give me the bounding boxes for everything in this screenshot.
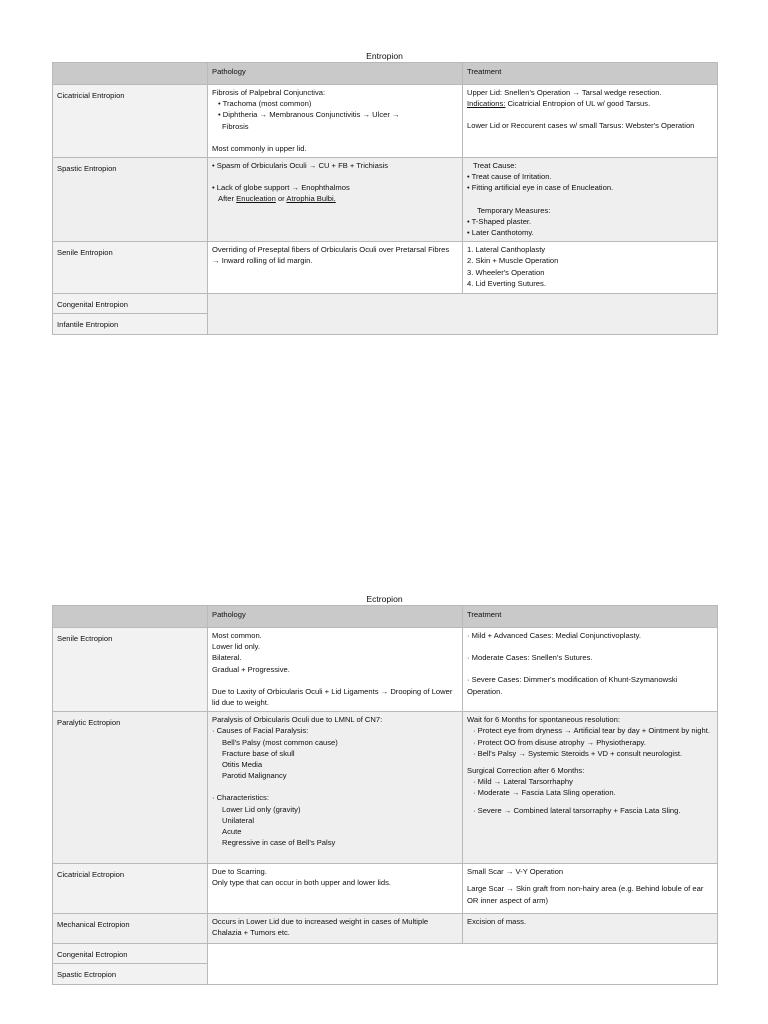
cell-text: Treat Cause:: [473, 161, 517, 171]
cell-text: · Severe Cases: Dimmer's modification of Khunt-Szymanowski Operation.: [467, 675, 678, 696]
cell-text: Regressive in case of Bell's Palsy: [222, 838, 336, 848]
pathology-cell: [208, 628, 463, 712]
condition-header: [53, 63, 208, 85]
cell-text: · Severe → Combined lateral tarsorraphy + Fascia Lata Sling.: [473, 805, 681, 815]
table-row: [53, 864, 718, 914]
cell-text: Most common.: [212, 631, 262, 640]
empty-cell: [208, 944, 718, 984]
cell-text: Upper Lid: Snellen's Operation → Tarsal wedge resection.: [467, 88, 662, 97]
entropion-header-row: [53, 63, 718, 85]
cell-text: Bell's Palsy (most common cause): [222, 737, 338, 747]
cell-text: Lower Lid only (gravity): [222, 804, 301, 814]
cell-text: • Later Canthotomy.: [467, 228, 534, 238]
cell-text: Parotid Malignancy: [222, 771, 287, 781]
table-row: [53, 242, 718, 294]
pathology-cell: [208, 158, 463, 242]
pathology-cell: [208, 914, 463, 944]
treatment-cell: [463, 914, 718, 944]
cell-text: Bilateral.: [212, 653, 242, 663]
ectropion-header-row: [53, 606, 718, 628]
row-label: Cicatricial Entropion: [53, 85, 208, 158]
atrophia-bulbi-link: Atrophia Bulbi.: [286, 194, 336, 204]
cell-text: • Spasm of Orbicularis Oculi → CU + FB + Trichiasis: [212, 161, 389, 171]
treatment-cell: [463, 864, 718, 914]
treatment-cell: [463, 628, 718, 712]
cell-text: · Causes of Facial Paralysis:: [212, 726, 309, 736]
row-label: Infantile Entropion: [53, 314, 208, 334]
row-label: Mechanical Ectropion: [53, 914, 208, 944]
cell-text: Lower lid only.: [212, 642, 260, 652]
cell-text: • Trachoma (most common): [218, 99, 312, 109]
pathology-cell: [208, 85, 463, 158]
cell-text: • T-Shaped plaster.: [467, 216, 532, 226]
cell-text: Only type that can occur in both upper and lower lids.: [212, 878, 391, 888]
treatment-header: Treatment: [463, 63, 718, 85]
cell-text: · Mild + Advanced Cases: Medial Conjunctivoplasty.: [467, 631, 641, 640]
cell-text: Due to Laxity of Orbicularis Oculi + Lid Ligaments → Drooping of Lower lid due to weight.: [212, 686, 453, 708]
entropion-title: Entropion: [366, 51, 403, 61]
cell-text: Excision of mass.: [467, 917, 527, 927]
entropion-table: [52, 62, 718, 335]
cell-text: Small Scar → V-Y Operation: [467, 867, 564, 877]
pathology-header: Pathology: [208, 606, 463, 628]
cell-text: Large Scar → Skin graft from non-hairy area (e.g. Behind lobule of ear OR inner aspect of arm): [467, 884, 704, 905]
indications-label: Indications:: [467, 99, 506, 109]
cell-text: Overriding of Preseptal fibers of Orbicularis Oculi over Pretarsal Fibres → Inward rolling of lid margin.: [212, 245, 450, 266]
table-row: [53, 712, 718, 864]
cell-text: · Protect eye from dryness → Artificial tear by day + Ointment by night.: [473, 726, 710, 736]
row-label: Paralytic Ectropion: [53, 712, 208, 864]
cell-text: Occurs in Lower Lid due to increased weight in cases of Multiple Chalazia + Tumors etc.: [212, 917, 429, 938]
row-label: Spastic Entropion: [53, 158, 208, 242]
cell-text: Most commonly in upper lid.: [212, 143, 307, 153]
table-row: [53, 944, 718, 964]
cell-text: Cicatricial Entropion of UL w/ good Tarsus.: [505, 99, 651, 109]
cell-text: 4. Lid Everting Sutures.: [467, 278, 546, 288]
condition-header: [53, 606, 208, 628]
enucleation-link: Enucleation: [236, 194, 276, 204]
row-label: Congenital Ectropion: [53, 944, 208, 964]
row-label: Senile Entropion: [53, 242, 208, 294]
cell-text: Paralysis of Orbicularis Oculi due to LMNL of CN7:: [212, 715, 383, 725]
cell-text: Temporary Measures:: [477, 205, 551, 215]
table-row: [53, 628, 718, 712]
cell-text: • Lack of globe support → Enophthalmos: [212, 183, 350, 193]
cell-text: · Moderate → Fascia Lata Sling operation.: [473, 788, 616, 798]
cell-text: Wait for 6 Months for spontaneous resolution:: [467, 715, 620, 725]
table-row: [53, 914, 718, 944]
cell-text: Unilateral: [222, 815, 255, 825]
ectropion-title: Ectropion: [366, 594, 403, 604]
pathology-cell: [208, 864, 463, 914]
row-label: Congenital Entropion: [53, 294, 208, 314]
cell-text: Fibrosis of Palpebral Conjunctiva:: [212, 88, 326, 97]
row-label: Cicatricial Ectropion: [53, 864, 208, 914]
cell-text: · Characteristics:: [212, 793, 269, 803]
cell-text: · Moderate Cases: Snellen's Sutures.: [467, 653, 593, 663]
ectropion-table: [52, 605, 718, 985]
cell-text: 3. Wheeler's Operation: [467, 267, 545, 277]
cell-text: After: [218, 194, 237, 204]
cell-text: Lower Lid or Reccurent cases w/ small Tarsus: Webster's Operation: [467, 121, 695, 131]
cell-text: or: [275, 194, 287, 204]
cell-text: Acute: [222, 827, 242, 837]
pathology-header: Pathology: [208, 63, 463, 85]
table-row: [53, 158, 718, 242]
cell-text: · Protect OO from disuse atrophy → Physiotherapy.: [473, 737, 646, 747]
cell-text: [467, 98, 713, 109]
row-label: Spastic Ectropion: [53, 964, 208, 984]
cell-text: Surgical Correction after 6 Months:: [467, 766, 585, 776]
cell-text: Otitis Media: [222, 760, 263, 770]
cell-text: Fibrosis: [222, 121, 249, 131]
treatment-header: Treatment: [463, 606, 718, 628]
entropion-section: [52, 50, 717, 335]
cell-text: Due to Scarring.: [212, 867, 267, 877]
row-label: Senile Ectropion: [53, 628, 208, 712]
treatment-cell: [463, 85, 718, 158]
cell-text: · Mild → Lateral Tarsorrhaphy: [473, 777, 573, 787]
ectropion-section: [52, 593, 717, 985]
cell-text: Gradual + Progressive.: [212, 664, 290, 674]
cell-text: 1. Lateral Canthoplasty: [467, 245, 546, 255]
empty-cell: [208, 294, 718, 334]
cell-text: Fracture base of skull: [222, 748, 295, 758]
cell-text: • Treat cause of Irritation.: [467, 172, 552, 182]
pathology-cell: [208, 712, 463, 864]
table-row: [53, 85, 718, 158]
cell-text: 2. Skin + Muscle Operation: [467, 256, 559, 266]
pathology-cell: [208, 242, 463, 294]
treatment-cell: [463, 712, 718, 864]
table-row: [53, 294, 718, 314]
treatment-cell: [463, 158, 718, 242]
cell-text: [212, 193, 458, 204]
cell-text: • Fitting artificial eye in case of Enucleation.: [467, 183, 614, 193]
cell-text: • Diphtheria → Membranous Conjunctivitis → Ulcer →: [218, 110, 400, 120]
cell-text: · Bell's Palsy → Systemic Steroids + VD + consult neurologist.: [473, 748, 683, 758]
treatment-cell: [463, 242, 718, 294]
